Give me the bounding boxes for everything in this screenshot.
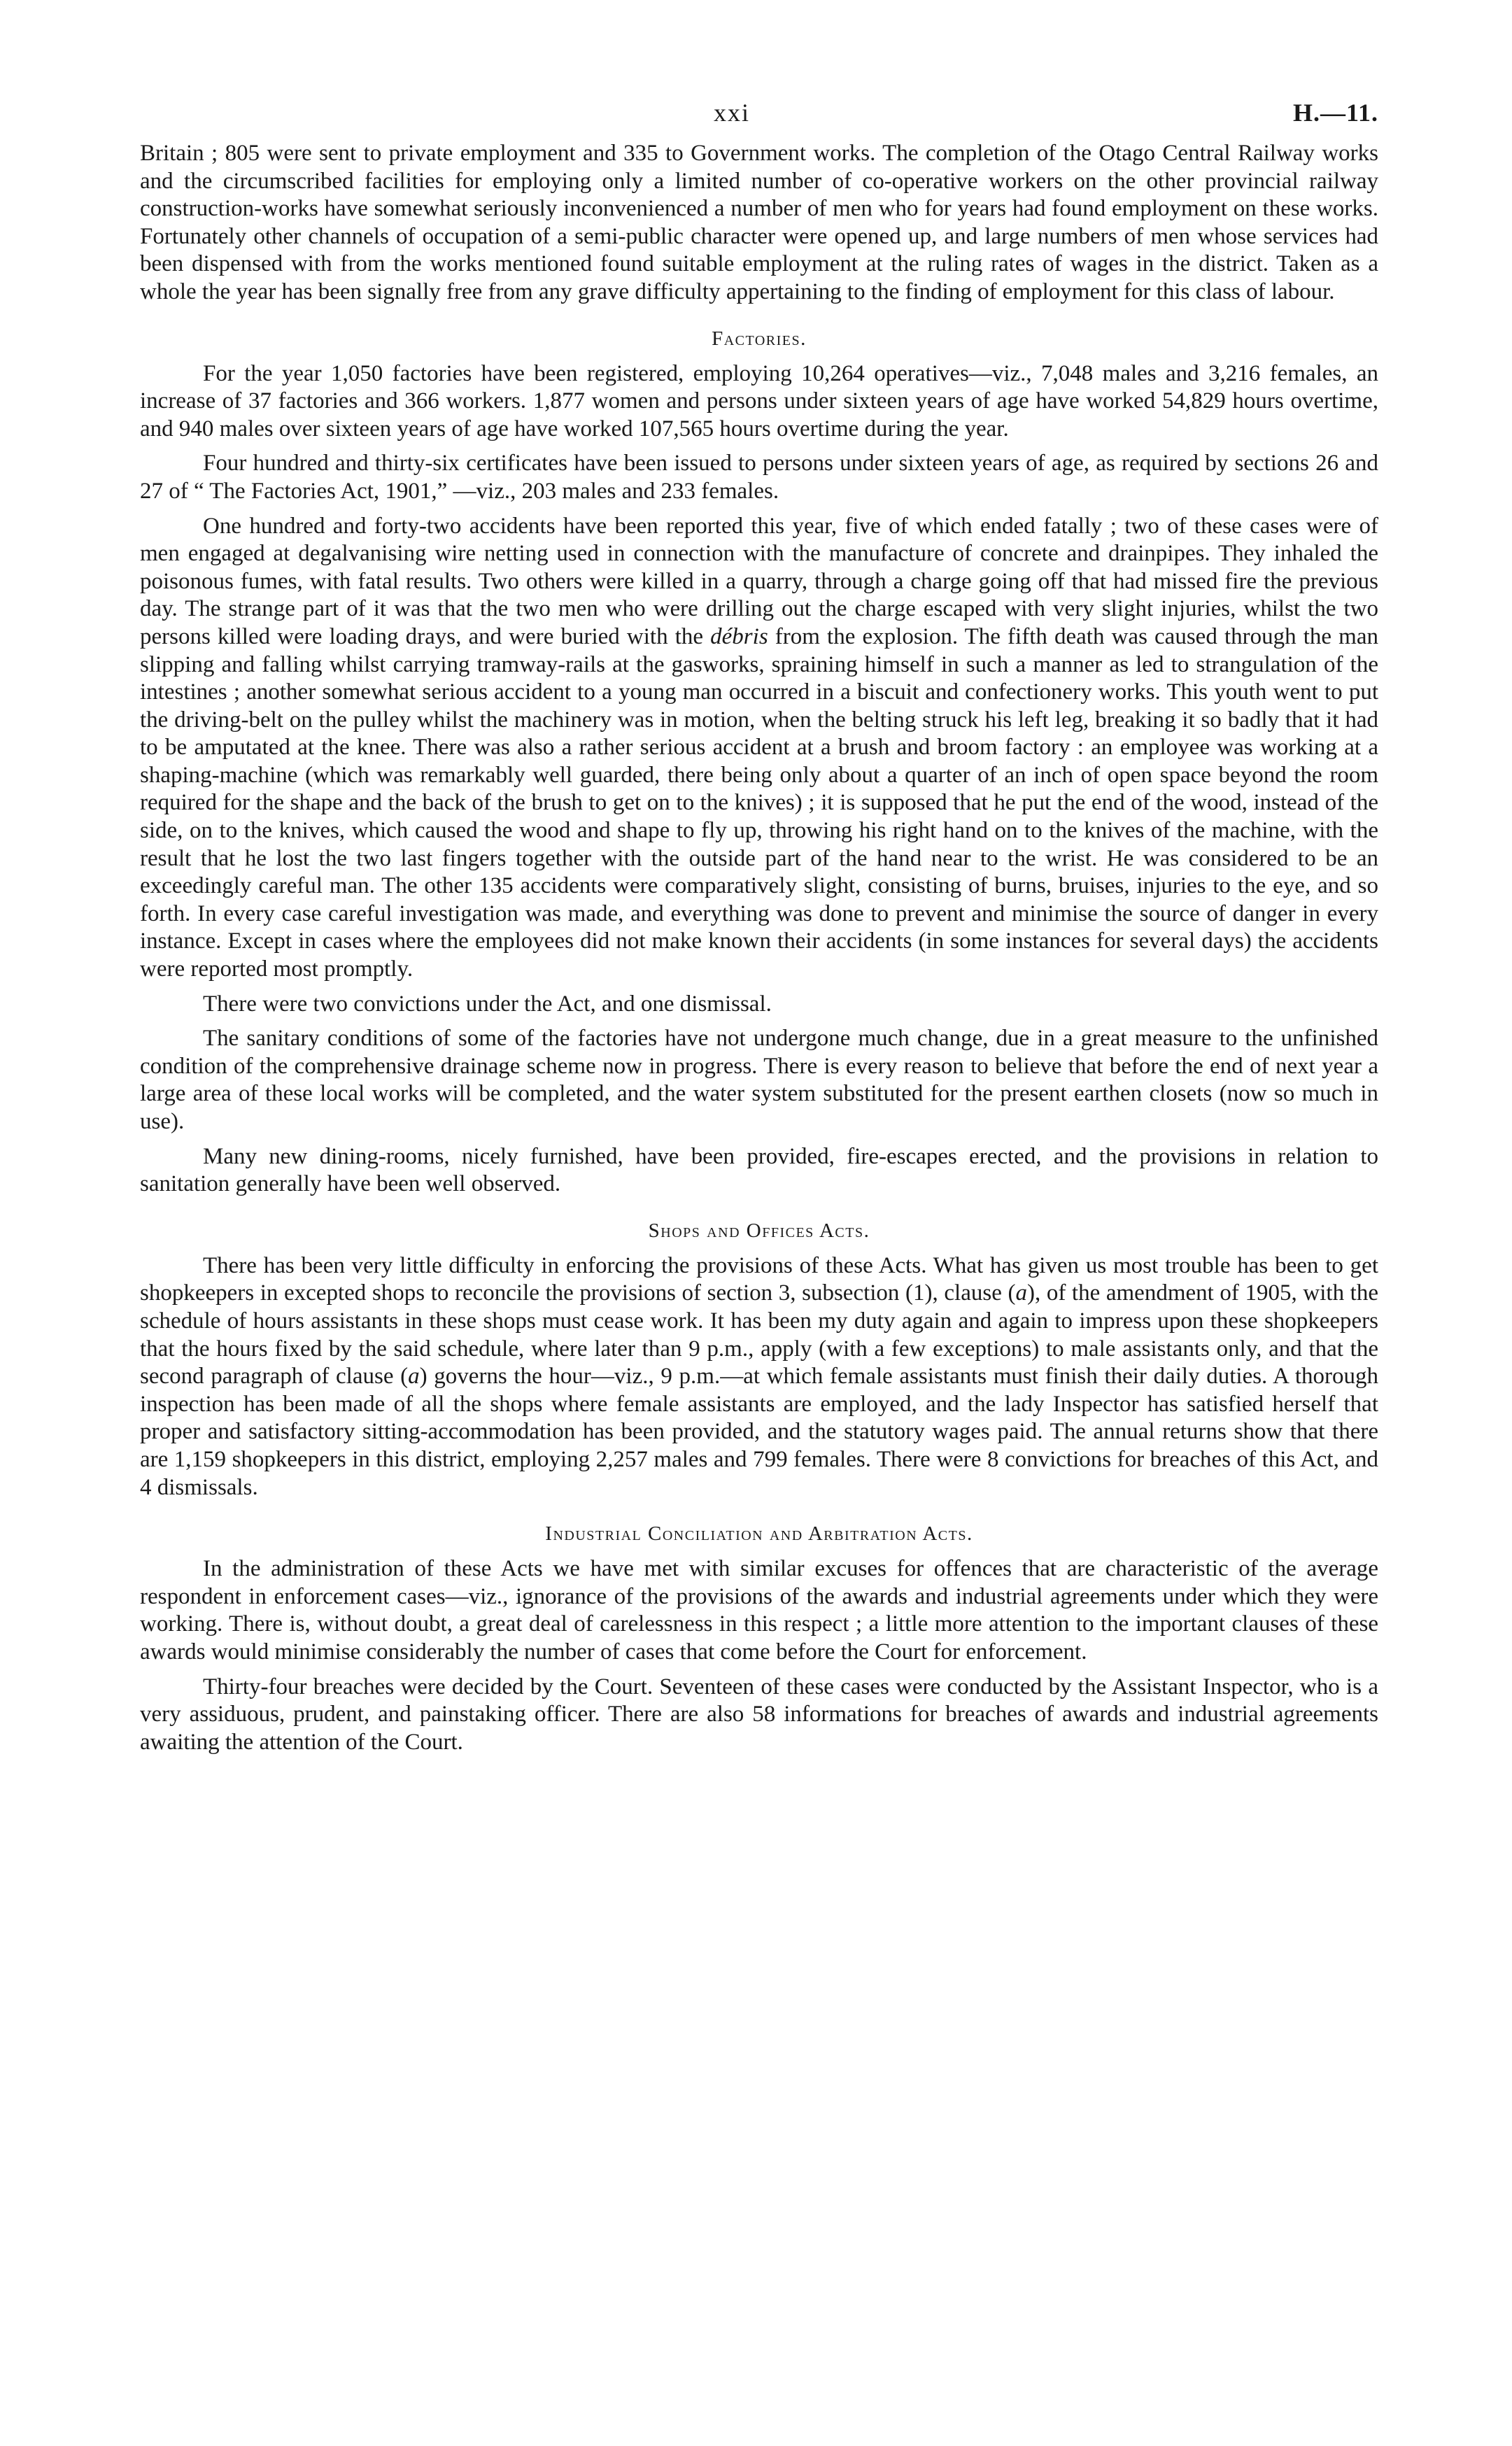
factories-paragraph-4: There were two convictions under the Act, and one dismissal. <box>203 991 772 1017</box>
text-run: ) governs the hour—viz., 9 p.m.—at which female assistants must finish their daily duties. A thorough inspection has been made of all the shops where female assistants are employed, and the lady Inspector has satisfied herself that proper and satisfactory sitting-accommodation has been provided, and the statutory wages paid. The annual returns show that there are 1,159 shopkeepers in this district, employing 2,257 males and 799 females. There were 8 convictions for breaches of this Act, and 4 dismissals. <box>140 1364 1378 1500</box>
factories-paragraph-2: Four hundred and thirty-six certificates have been issued to persons under sixteen years of age, as required by sections 26 and 27 of “ The Factories Act, 1901,” —viz., 203 males and 233 females. <box>140 451 1378 504</box>
text-run: from the explosion. The fifth death was caused through the man slipping and falling whilst carrying tramway-rails at the gasworks, spraining himself in such a manner as led to strangulation of the intestines ; another somewhat serious accident to a young man occurred in a biscuit and confectionery works. This youth went to put the driving-belt on the pulley whilst the machinery was in motion, when the belting struck his left leg, breaking it so badly that it had to be amputated at the knee. There was also a rather serious accident at a brush and broom factory : an employee was working at a shaping-machine (which was remarkably well guarded, there being only about a quarter of an inch of open space beyond the room required for the shape and the back of the brush to get on to the knives) ; it is supposed that he put the end of the wood, instead of the side, on to the knives, which caused the wood and shape to fly up, throwing his right hand on to the knives of the machine, with the result that he lost the two last fingers together with the outside part of the hand near to the wrist. He was considered to be an exceedingly careful man. The other 135 accidents were comparatively slight, consisting of burns, bruises, injuries to the eye, and so forth. In every case careful investigation was made, and everything was done to prevent and minimise the source of danger in every instance. Except in cases where the employees did not make known their accidents (in some instances for several days) the accidents were reported most promptly. <box>140 623 1378 982</box>
document-reference: H.—11. <box>1292 99 1378 127</box>
text-run: ), of the amendment of 1905, with the schedule of hours assistants in these shops must cease work. It has been my duty again and again to impress upon these shopkeepers that the hours fixed by the said schedule, where later than 9 p.m., apply (with a few exceptions) to male assistants only, and that the second paragraph of clause ( <box>140 1280 1378 1390</box>
section-heading-industrial: Industrial Conciliation and Arbitration Acts. <box>545 1522 973 1546</box>
factories-paragraph-3 <box>140 513 1378 984</box>
italic-clause-letter: a <box>1015 1280 1027 1306</box>
italic-clause-letter: a <box>408 1364 420 1390</box>
intro-paragraph: Britain ; 805 were sent to private employment and 335 to Government works. The completion of the Otago Central Railway works and the circumscribed facilities for employing only a limited number of co-operative workers on the other provincial railway construction-works have somewhat seriously inconvenienced a number of men who for years had found employment on these works. Fortunately other channels of occupation of a semi-public character were opened up, and large numbers of men whose services had been dispensed with from the works mentioned found suitable employment at the ruling rates of wages in the district. Taken as a whole the year has been signally free from any grave difficulty appertaining to the finding of employment for this class of labour. <box>140 141 1378 304</box>
text-run: There has been very little difficulty in enforcing the provisions of these Acts. What has given us most trouble has been to get shopkeepers in excepted shops to reconcile the provisions of section 3, subsection (1), clause ( <box>140 1252 1378 1306</box>
factories-paragraph-1: For the year 1,050 factories have been registered, employing 10,264 operatives—viz., 7,048 males and 3,216 females, an increase of 37 factories and 366 workers. 1,877 women and persons under sixteen years of age have worked 54,829 hours overtime, and 940 males over sixteen years of age have worked 107,565 hours overtime during the year. <box>140 360 1378 441</box>
running-head <box>140 98 1378 140</box>
factories-paragraph-6: Many new dining-rooms, nicely furnished, have been provided, fire-escapes erected, and the provisions in relation to sanitation generally have been well observed. <box>140 1143 1378 1197</box>
document-page <box>140 98 1378 1763</box>
industrial-paragraph-2: Thirty-four breaches were decided by the Court. Seventeen of these cases were conducted by the Assistant Inspector, who is a very assiduous, prudent, and painstaking officer. There are also 58 informations for breaches of awards and industrial agreements awaiting the attention of the Court. <box>140 1674 1378 1755</box>
shops-paragraph-1 <box>140 1252 1378 1501</box>
factories-paragraph-5: The sanitary conditions of some of the factories have not undergone much change, due in a great measure to the unfinished condition of the comprehensive drainage scheme now in progress. There is every reason to believe that before the end of next year a large area of these local works will be completed, and the water system substituted for the present earthen closets (now so much in use). <box>140 1026 1378 1134</box>
text-run: One hundred and forty-two accidents have been reported this year, five of which ended fatally ; two of these cases were of men engaged at degalvanising wire netting used in connection with the manufacture of concrete and drainpipes. They inhaled the poisonous fumes, with fatal results. Two others were killed in a quarry, through a charge going off that had missed fire the previous day. The strange part of it was that the two men who were drilling out the charge escaped with very slight injuries, whilst the two persons killed were loading drays, and were buried with the <box>140 513 1378 649</box>
section-heading-shops: Shops and Offices Acts. <box>648 1219 870 1242</box>
industrial-paragraph-1: In the administration of these Acts we have met with similar excuses for offences that are characteristic of the average respondent in enforcement cases—viz., ignorance of the provisions of the awards and industrial agreements under which they were working. There is, without doubt, a great deal of carelessness in this respect ; a little more attention to the important clauses of these awards would minimise considerably the number of cases that come before the Court for enforcement. <box>140 1556 1378 1664</box>
section-heading-factories: Factories. <box>712 327 807 350</box>
page-number: xxi <box>714 99 751 127</box>
italic-term: débris <box>710 623 768 649</box>
